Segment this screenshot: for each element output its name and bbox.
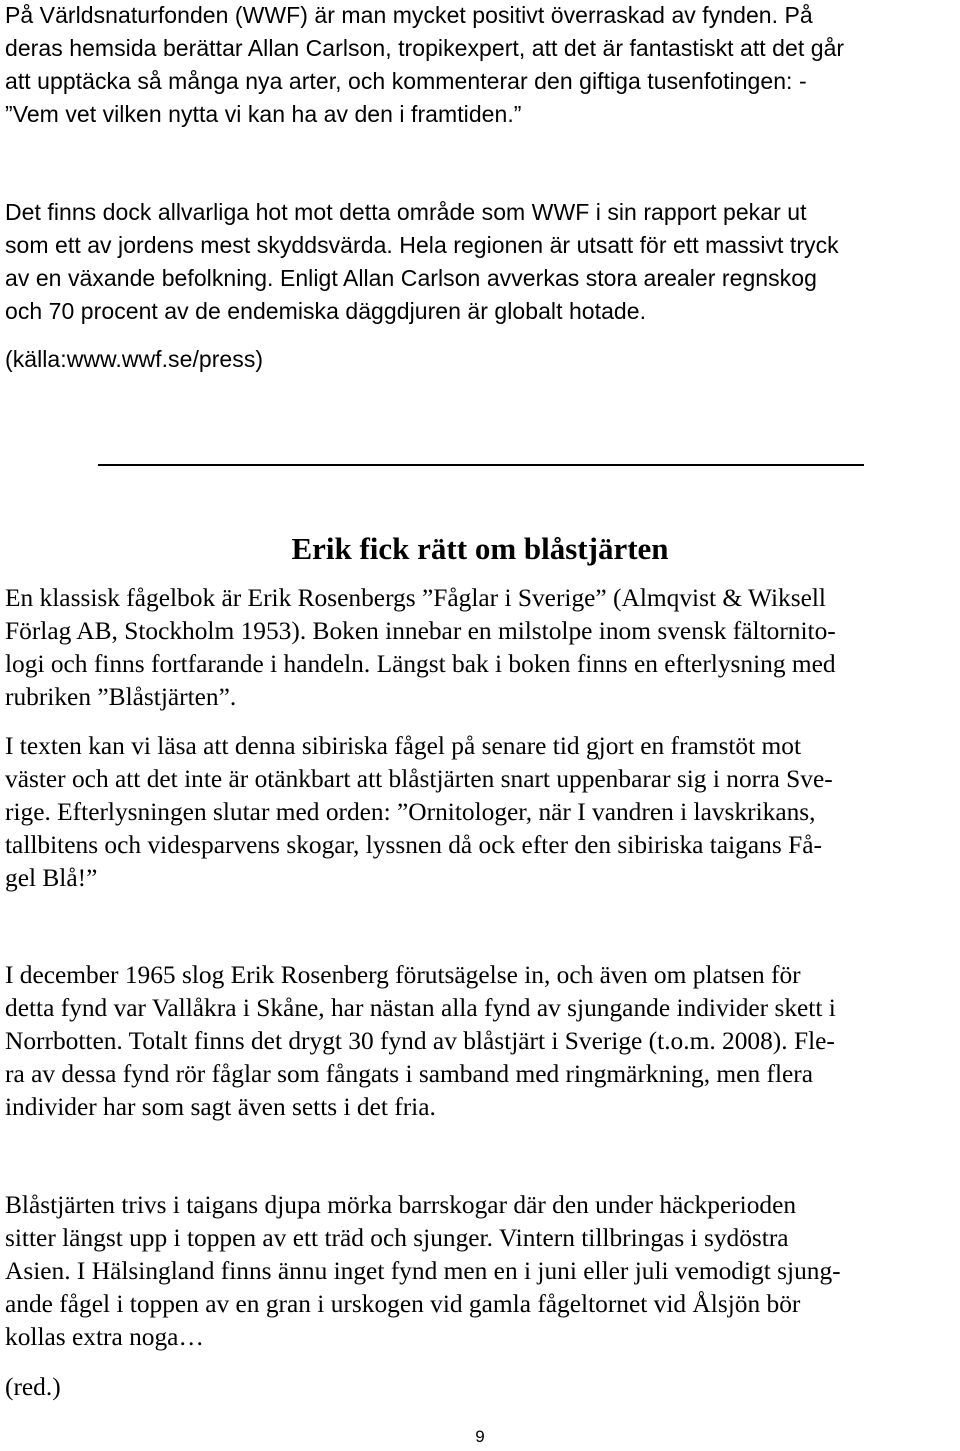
text-line: Blåstjärten trivs i taigans djupa mörka barrskogar där den under häckperioden — [5, 1191, 797, 1219]
text-line: och 70 procent av de endemiska däggdjuren är globalt hotade. — [5, 298, 647, 324]
text-line: Norrbotten. Totalt finns det drygt 30 fynd av blåstjärt i Sverige (t.o.m. 2008). Fle- — [5, 1027, 835, 1055]
text-line: av en växande befolkning. Enligt Allan Carlson avverkas stora arealer regnskog — [5, 265, 817, 291]
text-line: gel Blå!” — [5, 864, 98, 892]
page-number: 9 — [475, 1427, 485, 1446]
text-line: Det finns dock allvarliga hot mot detta område som WWF i sin rapport pekar ut — [5, 199, 807, 225]
text-line: Asien. I Hälsingland finns ännu inget fynd men en i juni eller juli vemodigt sjung- — [5, 1257, 841, 1285]
source-citation: (källa:www.wwf.se/press) — [5, 346, 264, 372]
text-line: rubriken ”Blåstjärten”. — [5, 683, 237, 711]
text-line: ”Vem vet vilken nytta vi kan ha av den i framtiden.” — [5, 101, 522, 127]
article-title: Erik fick rätt om blåstjärten — [291, 531, 669, 566]
text-line: En klassisk fågelbok är Erik Rosenbergs ”Fåglar i Sverige” (Almqvist & Wiksell — [5, 584, 826, 612]
text-line: detta fynd var Vallåkra i Skåne, har nästan alla fynd av sjungande individer skett i — [5, 994, 836, 1022]
text-line: väster och att det inte är otänkbart att blåstjärten snart uppenbarar sig i norra Sve- — [5, 765, 833, 793]
text-line: tallbitens och videsparvens skogar, lyssnen då ock efter den sibiriska taigans Få- — [5, 831, 822, 859]
text-line: Förlag AB, Stockholm 1953). Boken innebar en milstolpe inom svensk fältornito- — [5, 617, 836, 645]
text-line: På Världsnaturfonden (WWF) är man mycket positivt överraskad av fynden. På — [5, 2, 813, 28]
article-signature: (red.) — [5, 1373, 61, 1401]
text-line: individer har som sagt även setts i det fria. — [5, 1093, 436, 1121]
text-line: ra av dessa fynd rör fåglar som fångats i samband med ringmärkning, men flera — [5, 1060, 813, 1088]
text-line: I december 1965 slog Erik Rosenberg förutsägelse in, och även om platsen för — [5, 961, 801, 989]
text-line: sitter längst upp i toppen av ett träd och sjunger. Vintern tillbringas i sydöstra — [5, 1224, 789, 1252]
text-line: att upptäcka så många nya arter, och kommenterar den giftiga tusenfotingen: - — [5, 68, 807, 94]
section-divider — [98, 464, 864, 466]
text-line: som ett av jordens mest skyddsvärda. Hela regionen är utsatt för ett massivt tryck — [5, 232, 839, 258]
text-line: ande fågel i toppen av en gran i urskogen vid gamla fågeltornet vid Ålsjön bör — [5, 1290, 801, 1318]
text-line: rige. Efterlysningen slutar med orden: ”Ornitologer, när I vandren i lavskrikans, — [5, 798, 816, 826]
text-line: logi och finns fortfarande i handeln. Längst bak i boken finns en efterlysning med — [5, 650, 836, 678]
text-line: kollas extra noga… — [5, 1323, 204, 1351]
text-line: deras hemsida berättar Allan Carlson, tropikexpert, att det är fantastiskt att det går — [5, 35, 845, 61]
text-line: I texten kan vi läsa att denna sibiriska fågel på senare tid gjort en framstöt mot — [5, 732, 802, 760]
